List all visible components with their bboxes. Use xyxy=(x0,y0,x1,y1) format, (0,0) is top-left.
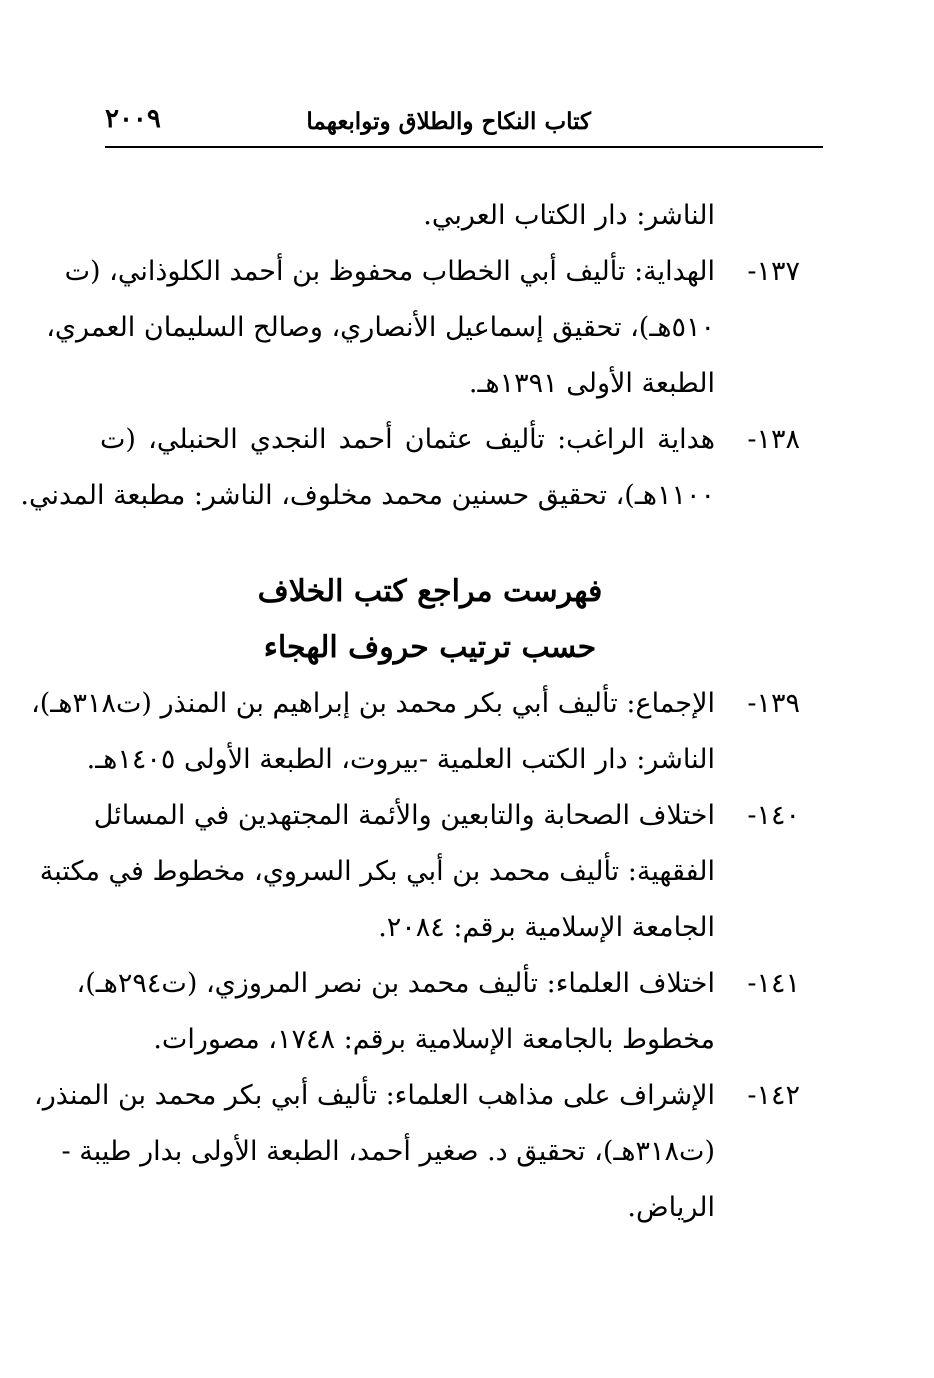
entry-line: الجامعة الإسلامية برقم: ٢٠٨٤. xyxy=(378,912,715,943)
entry-number: ١٤٠- xyxy=(747,800,800,831)
entry-line: هداية الراغب: تأليف عثمان أحمد النجدي الحنبلي، (ت xyxy=(100,424,715,455)
entry-text xyxy=(34,1068,715,1236)
publisher-line: الناشر: دار الكتاب العربي. xyxy=(423,200,715,231)
bibliography-entry xyxy=(46,244,800,412)
entry-text xyxy=(31,676,715,788)
entry-line: الإجماع: تأليف أبي بكر محمد بن إبراهيم بن المنذر (ت٣١٨هـ)، xyxy=(31,688,715,719)
section-title: فهرست مراجع كتب الخلاف xyxy=(257,574,603,609)
entry-number: ١٣٧- xyxy=(747,256,800,287)
entry-text xyxy=(39,788,715,956)
entry-line: اختلاف العلماء: تأليف محمد بن نصر المروزي، (ت٢٩٤هـ)، xyxy=(76,968,715,999)
entry-line: الناشر: دار الكتب العلمية -بيروت، الطبعة الأولى ١٤٠٥هـ. xyxy=(86,744,715,775)
entry-line: ١١٠٠هـ)، تحقيق حسنين محمد مخلوف، الناشر: مطبعة المدني. xyxy=(20,480,715,511)
bibliography-entry xyxy=(76,956,800,1068)
entry-line: الفقهية: تأليف محمد بن أبي بكر السروي، مخطوط في مكتبة xyxy=(39,856,715,887)
page-body xyxy=(20,188,800,1236)
bibliography-entry xyxy=(34,1068,800,1236)
entry-line: الهداية: تأليف أبي الخطاب محفوظ بن أحمد الكلوذاني، (ت xyxy=(64,256,715,287)
entry-line: ٥١٠هـ)، تحقيق إسماعيل الأنصاري، وصالح السليمان العمري، xyxy=(46,312,715,343)
bibliography-entry xyxy=(39,788,800,956)
entry-number: ١٤٢- xyxy=(747,1080,800,1111)
entry-number: ١٣٩- xyxy=(747,688,800,719)
entry-line: الرياض. xyxy=(627,1192,715,1223)
entry-line: (ت٣١٨هـ)، تحقيق د. صغير أحمد، الطبعة الأولى بدار طيبة - xyxy=(61,1136,715,1167)
entry-text xyxy=(20,412,715,524)
page-number: ٢٠٠٩ xyxy=(105,104,161,134)
entries-before-list xyxy=(20,244,800,524)
entry-text xyxy=(46,244,715,412)
section-subtitle: حسب ترتيب حروف الهجاء xyxy=(263,630,597,665)
entry-text xyxy=(76,956,715,1068)
bibliography-entry xyxy=(20,412,800,524)
entry-line: اختلاف الصحابة والتابعين والأئمة المجتهدين في المسائل xyxy=(93,800,715,831)
entry-line: مخطوط بالجامعة الإسلامية برقم: ١٧٤٨، مصورات. xyxy=(153,1024,715,1055)
entries-after-list xyxy=(31,676,800,1236)
section-gap xyxy=(100,524,800,564)
bibliography-entry xyxy=(31,676,800,788)
entry-number: ١٣٨- xyxy=(747,424,800,455)
header-rule xyxy=(105,146,823,148)
running-header xyxy=(105,100,823,140)
entry-line: الإشراف على مذاهب العلماء: تأليف أبي بكر محمد بن المنذر، xyxy=(34,1080,715,1111)
header-title: كتاب النكاح والطلاق وتوابعهما xyxy=(306,108,591,135)
entry-line: الطبعة الأولى ١٣٩١هـ. xyxy=(468,368,715,399)
entry-number: ١٤١- xyxy=(747,968,800,999)
